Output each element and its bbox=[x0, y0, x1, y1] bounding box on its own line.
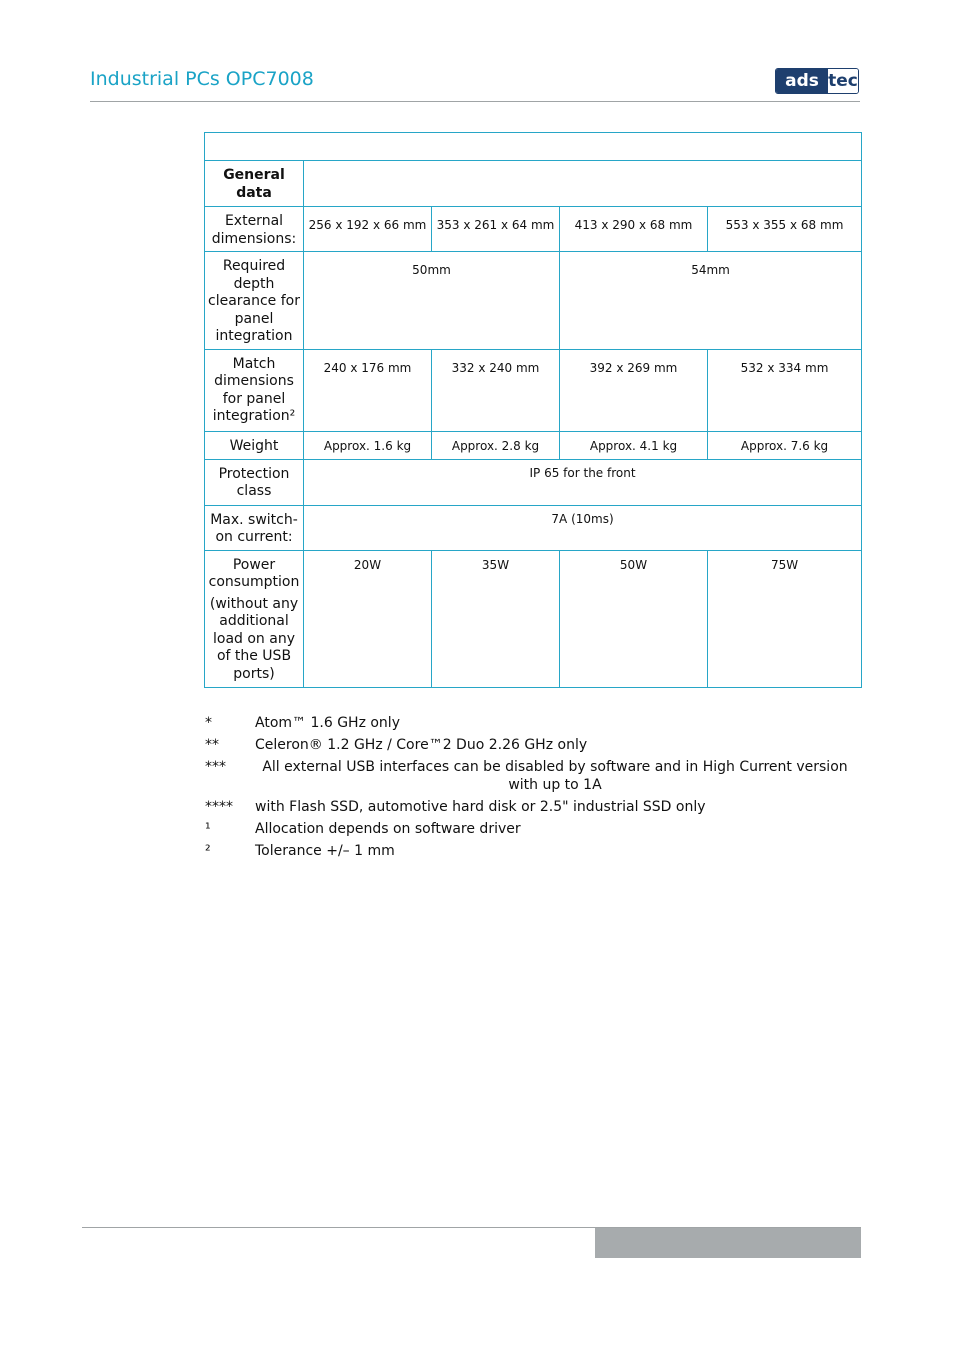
table-cell: 50mm bbox=[304, 252, 560, 350]
row-label: Match dimensions for panel integration² bbox=[205, 349, 304, 431]
row-label: Weight bbox=[205, 431, 304, 459]
table-cell: 240 x 176 mm bbox=[304, 349, 432, 431]
table-row bbox=[205, 459, 862, 505]
table-cell: 532 x 334 mm bbox=[708, 349, 862, 431]
footnote-text: Tolerance +/– 1 mm bbox=[255, 843, 395, 859]
table-row bbox=[205, 431, 862, 459]
table-cell: Approx. 1.6 kg bbox=[304, 431, 432, 459]
table-cell: 50W bbox=[560, 550, 708, 687]
table-header-cell bbox=[205, 133, 862, 161]
table-row bbox=[205, 161, 862, 207]
header-divider bbox=[90, 101, 860, 102]
table-cell: 20W bbox=[304, 550, 432, 687]
footnote-text: with Flash SSD, automotive hard disk or 2.5" industrial SSD only bbox=[255, 799, 706, 815]
power-label: Power consumption bbox=[208, 556, 300, 590]
table-cell: Approx. 4.1 kg bbox=[560, 431, 708, 459]
table-cell: 54mm bbox=[560, 252, 862, 350]
table-row bbox=[205, 349, 862, 431]
footnotes bbox=[205, 714, 855, 864]
footer-bar bbox=[595, 1228, 861, 1258]
adstec-logo bbox=[775, 68, 859, 94]
row-label: External dimensions: bbox=[205, 207, 304, 252]
footnote bbox=[205, 798, 855, 816]
table-row bbox=[205, 505, 862, 550]
table-cell: 35W bbox=[432, 550, 560, 687]
table-cell: Approx. 7.6 kg bbox=[708, 431, 862, 459]
row-label: Required depth clearance for panel integration bbox=[205, 252, 304, 350]
footnote-mark: *** bbox=[205, 759, 226, 775]
footnote-mark: ¹ bbox=[205, 821, 211, 837]
logo-ads-part: ads bbox=[776, 69, 828, 93]
footnote-text: Allocation depends on software driver bbox=[255, 821, 521, 837]
table-row bbox=[205, 207, 862, 252]
table-cell: 75W bbox=[708, 550, 862, 687]
footnote-text: Atom™ 1.6 GHz only bbox=[255, 715, 400, 731]
table-cell: IP 65 for the front bbox=[304, 459, 862, 505]
footnote-mark: ² bbox=[205, 843, 211, 859]
row-label: Max. switch-on current: bbox=[205, 505, 304, 550]
footnote-text: Celeron® 1.2 GHz / Core™2 Duo 2.26 GHz only bbox=[255, 737, 588, 753]
table-cell: 553 x 355 x 68 mm bbox=[708, 207, 862, 252]
table-cell: 7A (10ms) bbox=[304, 505, 862, 550]
footnote-text: All external USB interfaces can be disabled by software and in High Current version with up to 1A bbox=[262, 759, 848, 793]
spec-table bbox=[204, 132, 862, 688]
table-cell: 353 x 261 x 64 mm bbox=[432, 207, 560, 252]
table-cell: 332 x 240 mm bbox=[432, 349, 560, 431]
footnote bbox=[205, 758, 855, 794]
section-label: General data bbox=[223, 167, 285, 201]
footnote-mark: **** bbox=[205, 799, 233, 815]
section-label-cell bbox=[205, 161, 304, 207]
footnote bbox=[205, 714, 855, 732]
table-cell: 413 x 290 x 68 mm bbox=[560, 207, 708, 252]
power-sublabel: (without any additional load on any of the USB ports) bbox=[209, 595, 299, 682]
footnote bbox=[205, 842, 855, 860]
table-cell: Approx. 2.8 kg bbox=[432, 431, 560, 459]
row-label-power bbox=[205, 550, 304, 687]
footnote bbox=[205, 820, 855, 838]
footnote-mark: ** bbox=[205, 737, 219, 753]
table-row bbox=[205, 550, 862, 687]
footnote bbox=[205, 736, 855, 754]
table-cell: 256 x 192 x 66 mm bbox=[304, 207, 432, 252]
table-header-row bbox=[205, 133, 862, 161]
section-empty-cell bbox=[304, 161, 862, 207]
row-label: Protection class bbox=[205, 459, 304, 505]
table-row bbox=[205, 252, 862, 350]
logo-tec-part: tec bbox=[828, 71, 858, 91]
page-title: Industrial PCs OPC7008 bbox=[90, 68, 314, 90]
footnote-mark: * bbox=[205, 715, 212, 731]
table-cell: 392 x 269 mm bbox=[560, 349, 708, 431]
